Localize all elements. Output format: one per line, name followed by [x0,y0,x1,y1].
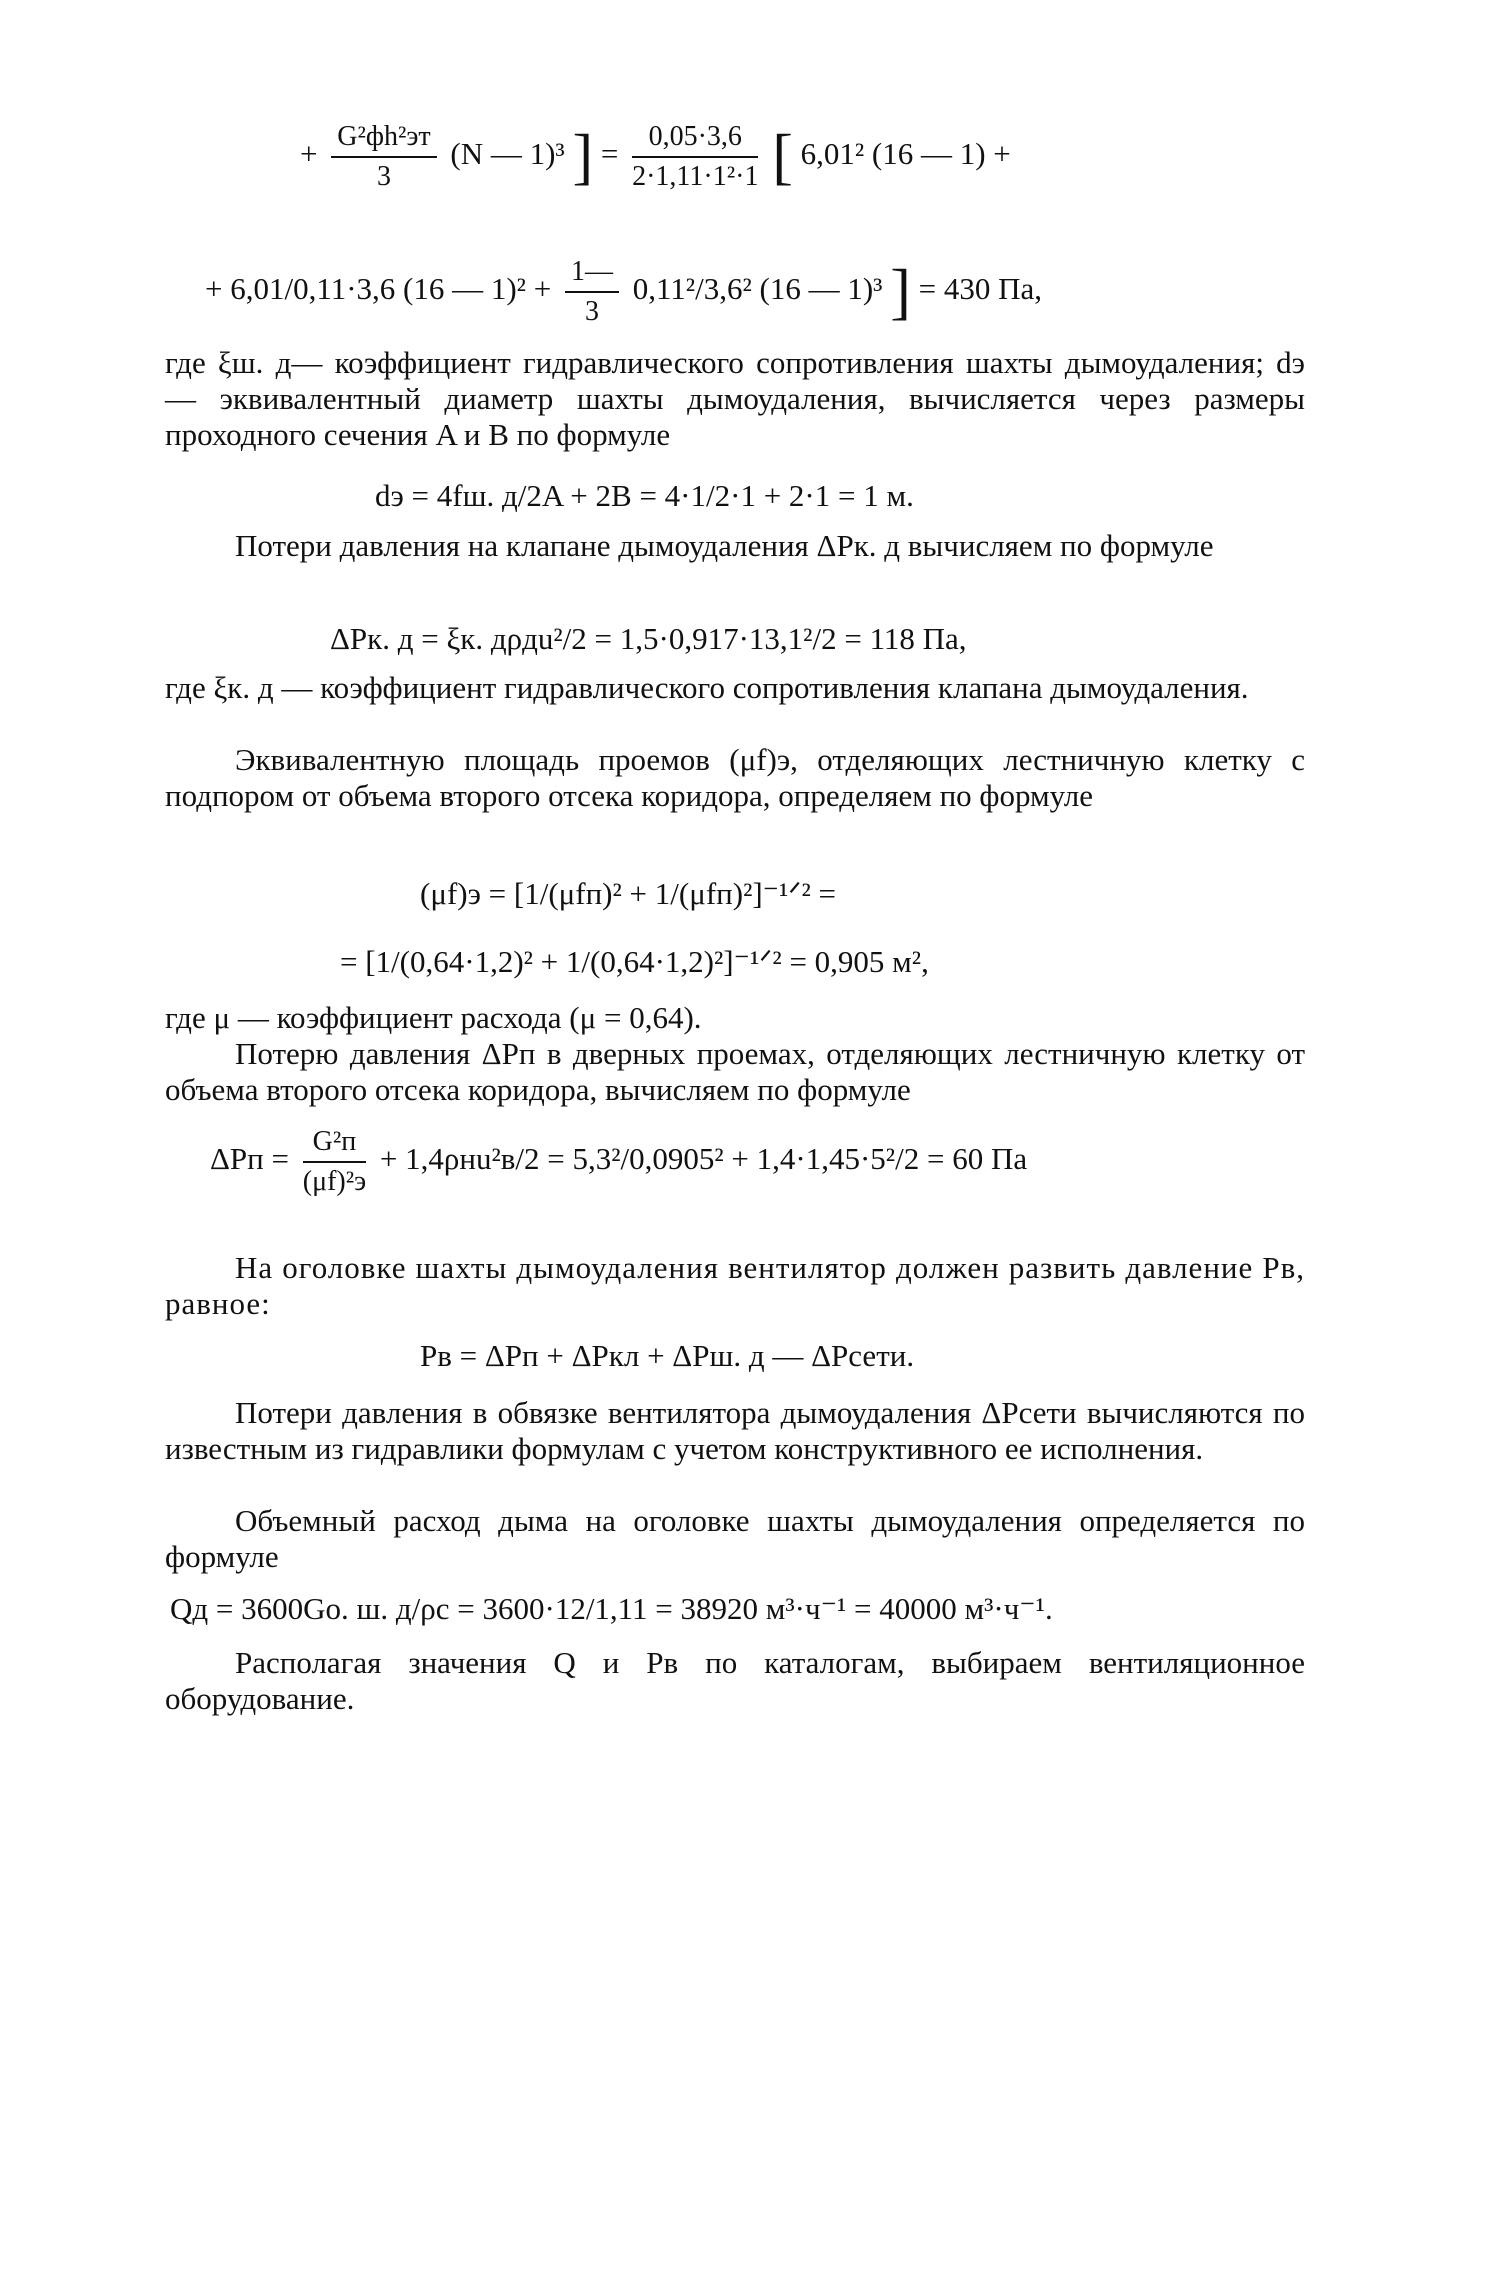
formula-term: (N — 1)³ [450,136,565,172]
fraction-numerator: 0,05·3,6 [632,120,758,158]
formula-term: 6,01² (16 — 1) + [800,136,1011,172]
formula-top [300,120,1011,194]
paragraph-10: Располагая значения Q и Pв по каталогам, выбираем вентиляционное оборудование. [165,1645,1305,1716]
equation-muf-2: = [1/(0,64·1,2)² + 1/(0,64·1,2)²]⁻¹ᐟ² = 0,905 м², [340,944,929,979]
equation-pp [210,1125,1027,1199]
fraction-denominator: (μf)²э [302,1166,367,1197]
equation-de: dэ = 4fш. д/2A + 2B = 4·1/2·1 + 2·1 = 1 м. [375,478,914,513]
fraction-g-muf [303,1125,366,1199]
equation-rhs: + 1,4ρнu²в/2 = 5,3²/0,0905² + 1,4·1,45·5²/2 = 60 Па [379,1141,1028,1177]
fraction-one-third [565,255,619,329]
bracket-close: ] [890,258,911,326]
paragraph-1: где ξш. д— коэффициент гидравлического сопротивления шахты дымоудаления; dэ — эквивалентный диаметр шахты дымоудаления, вычисляется через размеры проходного сечения A и B по формуле [165,345,1305,452]
paragraph-9: Объемный расход дыма на оголовке шахты дымоудаления определяется по формуле [165,1503,1305,1574]
paragraph-8: Потери давления в обвязке вентилятора дымоудаления ΔPсети вычисляются по известным из гидравлики формулам с учетом конструктивного ее исполнения. [165,1395,1305,1466]
bracket-close-top: ] [572,123,594,191]
bracket-open: [ [772,123,793,191]
equation-pv: Pв = ΔPп + ΔPкл + ΔPш. д — ΔPсети. [420,1338,915,1373]
formula-result: = 430 Па, [918,271,1042,307]
formula-equals: = [600,136,619,172]
equation-pkd: ΔPк. д = ξк. дρдu²/2 = 1,5·0,917·13,1²/2 = 118 Па, [330,621,967,656]
paragraph-6: Потерю давления ΔPп в дверных проемах, отделяющих лестничную клетку от объема второго отсека коридора, вычисляем по формуле [165,1036,1305,1107]
fraction-numerator: G²фh²эт [331,120,436,158]
fraction-coef [632,120,758,194]
paragraph-7: На оголовке шахты дымоудаления вентилятор должен развить давление Pв, равное: [165,1250,1305,1321]
equation-muf-1: (μf)э = [1/(μfп)² + 1/(μfп)²]⁻¹ᐟ² = [420,876,836,911]
equation-lhs: ΔPп = [210,1141,289,1177]
paragraph-5: где μ — коэффициент расхода (μ = 0,64). [165,1000,702,1035]
fraction-denominator: 3 [376,161,391,192]
fraction-denominator: 2·1,11·1²·1 [632,161,759,192]
equation-q: Qд = 3600Gо. ш. д/ρс = 3600·12/1,11 = 38920 м³·ч⁻¹ = 40000 м³·ч⁻¹. [170,1591,1053,1626]
fraction-numerator: G²п [303,1125,366,1163]
paragraph-2: Потери давления на клапане дымоудаления ΔPк. д вычисляем по формуле [235,528,1214,563]
paragraph-4: Эквивалентную площадь проемов (μf)э, отделяющих лестничную клетку с подпором от объема второго отсека коридора, определяем по формуле [165,742,1305,813]
fraction-numerator: 1— [565,255,619,293]
paragraph-3: где ξк. д — коэффициент гидравлического сопротивления клапана дымоудаления. [165,670,1249,705]
formula-term: 0,11²/3,6² (16 — 1)³ [632,271,883,307]
formula-term: + 6,01/0,11·3,6 (16 — 1)² + [205,271,552,307]
formula-plus: + [300,136,318,172]
fraction-denominator: 3 [584,296,599,327]
formula-line-2 [205,255,1042,329]
fraction-g-h [331,120,436,194]
